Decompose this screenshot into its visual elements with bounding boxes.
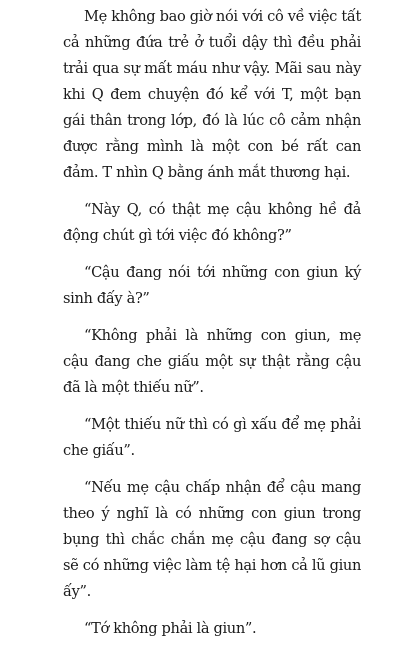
paragraph-1: Mẹ không bao giờ nói với cô về việc tất cả những đứa trẻ ở tuổi dậy thì đều phải trải qua sự mất máu như vậy. Mãi sau này khi Q đem chuyện đó kể với T, một bạn gái thân trong lớp, đó là lúc cô cảm nhận được rằng mình là một con bé rất can đảm. T nhìn Q bằng ánh mắt thương hại. <box>63 8 361 181</box>
paragraph-7: “Tớ không phải là giun”. <box>84 620 257 637</box>
paragraph-3: “Cậu đang nói tới những con giun ký sinh đấy à?” <box>63 264 361 307</box>
page-text <box>63 4 361 653</box>
paragraph-6: “Nếu mẹ cậu chấp nhận để cậu mang theo ý nghĩ là có những con giun trong bụng thì chắc chắn mẹ cậu đang sợ cậu sẽ có những việc làm tệ hại hơn cả lũ giun ấy”. <box>63 479 361 600</box>
paragraph-5: “Một thiếu nữ thì có gì xấu để mẹ phải che giấu”. <box>63 416 361 459</box>
paragraph-2: “Này Q, có thật mẹ cậu không hề đả động chút gì tới việc đó không?” <box>63 201 361 244</box>
paragraph-4: “Không phải là những con giun, mẹ cậu đang che giấu một sự thật rằng cậu đã là một thiếu nữ”. <box>63 327 361 396</box>
